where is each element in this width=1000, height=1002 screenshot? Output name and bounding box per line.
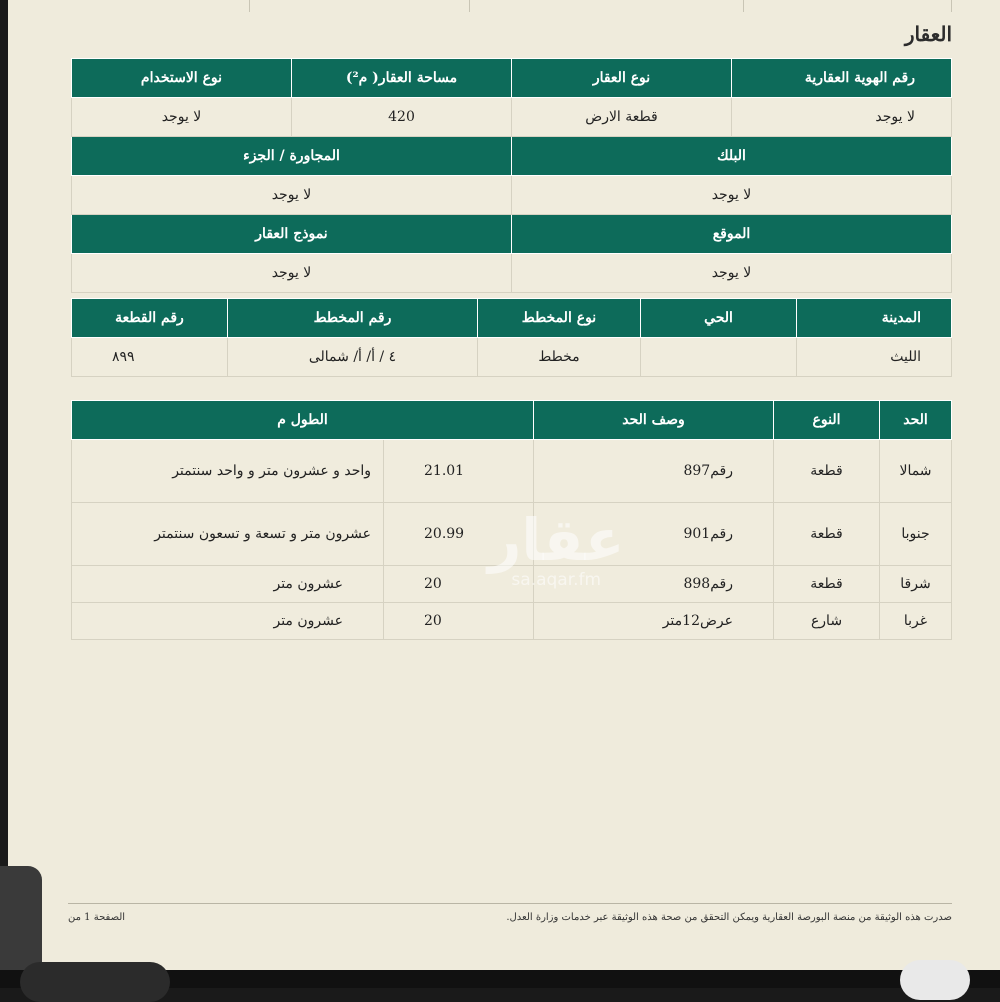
boundary-length: 21.01 xyxy=(384,440,534,503)
plan-info-table xyxy=(71,298,952,377)
header-plan-type: نوع المخطط xyxy=(478,299,641,338)
value-location: لا يوجد xyxy=(512,254,952,293)
footer-divider xyxy=(68,903,952,904)
watermark-logo-text: عقار xyxy=(488,506,625,574)
boundary-length-text: عشرون متر xyxy=(72,566,384,603)
boundary-row xyxy=(72,566,952,603)
header-boundary-type: النوع xyxy=(774,401,880,440)
header-district: الحي xyxy=(641,299,797,338)
boundaries-table xyxy=(71,400,952,640)
boundary-type: قطعة xyxy=(774,566,880,603)
header-location: الموقع xyxy=(512,215,952,254)
property-info-table xyxy=(71,58,952,293)
header-boundary-description: وصف الحد xyxy=(534,401,774,440)
header-property-area: مساحة العقار( م²) xyxy=(292,59,512,98)
plan-value-row xyxy=(72,338,952,377)
boundary-length-text: عشرون متر xyxy=(72,603,384,640)
header-property-type: نوع العقار xyxy=(512,59,732,98)
header-block: البلك xyxy=(512,137,952,176)
value-property-type: قطعة الارض xyxy=(512,98,732,137)
boundary-description: رقم898 xyxy=(534,566,774,603)
previous-table-edge xyxy=(8,0,1000,12)
header-boundary: الحد xyxy=(880,401,952,440)
block-value-row xyxy=(72,176,952,215)
boundary-side: شمالا xyxy=(880,440,952,503)
header-plan-number: رقم المخطط xyxy=(228,299,478,338)
property-value-row xyxy=(72,98,952,137)
boundary-length: 20 xyxy=(384,566,534,603)
block-header-row xyxy=(72,137,952,176)
value-property-model: لا يوجد xyxy=(72,254,512,293)
value-block: لا يوجد xyxy=(512,176,952,215)
header-neighborhood-part: المجاورة / الجزء xyxy=(72,137,512,176)
boundary-row xyxy=(72,603,952,640)
boundaries-header-row xyxy=(72,401,952,440)
section-title: العقار xyxy=(904,22,952,46)
boundary-side: غربا xyxy=(880,603,952,640)
boundary-length-text: عشرون متر و تسعة و تسعون سنتمتر xyxy=(72,503,384,566)
boundary-description: عرض12متر xyxy=(534,603,774,640)
location-value-row xyxy=(72,254,952,293)
value-district xyxy=(641,338,797,377)
value-property-area: 420 xyxy=(292,98,512,137)
boundary-description: رقم897 xyxy=(534,440,774,503)
header-length: الطول م xyxy=(72,401,534,440)
header-usage-type: نوع الاستخدام xyxy=(72,59,292,98)
value-plan-number: ٤ / أ/ أ/ شمالى xyxy=(228,338,478,377)
boundary-type: شارع xyxy=(774,603,880,640)
value-property-id: لا يوجد xyxy=(732,98,952,137)
header-plot-number: رقم القطعة xyxy=(72,299,228,338)
header-property-model: نموذج العقار xyxy=(72,215,512,254)
value-plot-number: ٨٩٩ xyxy=(72,338,228,377)
boundary-side: جنوبا xyxy=(880,503,952,566)
boundary-type: قطعة xyxy=(774,440,880,503)
boundary-type: قطعة xyxy=(774,503,880,566)
value-city: الليث xyxy=(797,338,952,377)
header-city: المدينة xyxy=(797,299,952,338)
boundary-length: 20 xyxy=(384,603,534,640)
plan-header-row xyxy=(72,299,952,338)
footer-page-number: الصفحة 1 من xyxy=(68,912,126,923)
document-page xyxy=(8,0,1000,970)
boundary-length: 20.99 xyxy=(384,503,534,566)
watermark-url: sa.aqar.fm xyxy=(511,570,602,590)
header-property-id: رقم الهوية العقارية xyxy=(732,59,952,98)
value-usage-type: لا يوجد xyxy=(72,98,292,137)
boundary-side: شرقا xyxy=(880,566,952,603)
overlay-button-left xyxy=(20,962,170,1002)
boundary-description: رقم901 xyxy=(534,503,774,566)
location-header-row xyxy=(72,215,952,254)
boundary-length-text: واحد و عشرون متر و واحد سنتمتر xyxy=(72,440,384,503)
property-header-row xyxy=(72,59,952,98)
overlay-button-right xyxy=(900,960,970,1000)
boundary-row xyxy=(72,503,952,566)
boundary-row xyxy=(72,440,952,503)
value-plan-type: مخطط xyxy=(478,338,641,377)
value-neighborhood-part: لا يوجد xyxy=(72,176,512,215)
footer-note: صدرت هذه الوثيقة من منصة البورصة العقارية ويمكن التحقق من صحة هذه الوثيقة عبر خدمات وزارة العدل. xyxy=(506,912,952,923)
